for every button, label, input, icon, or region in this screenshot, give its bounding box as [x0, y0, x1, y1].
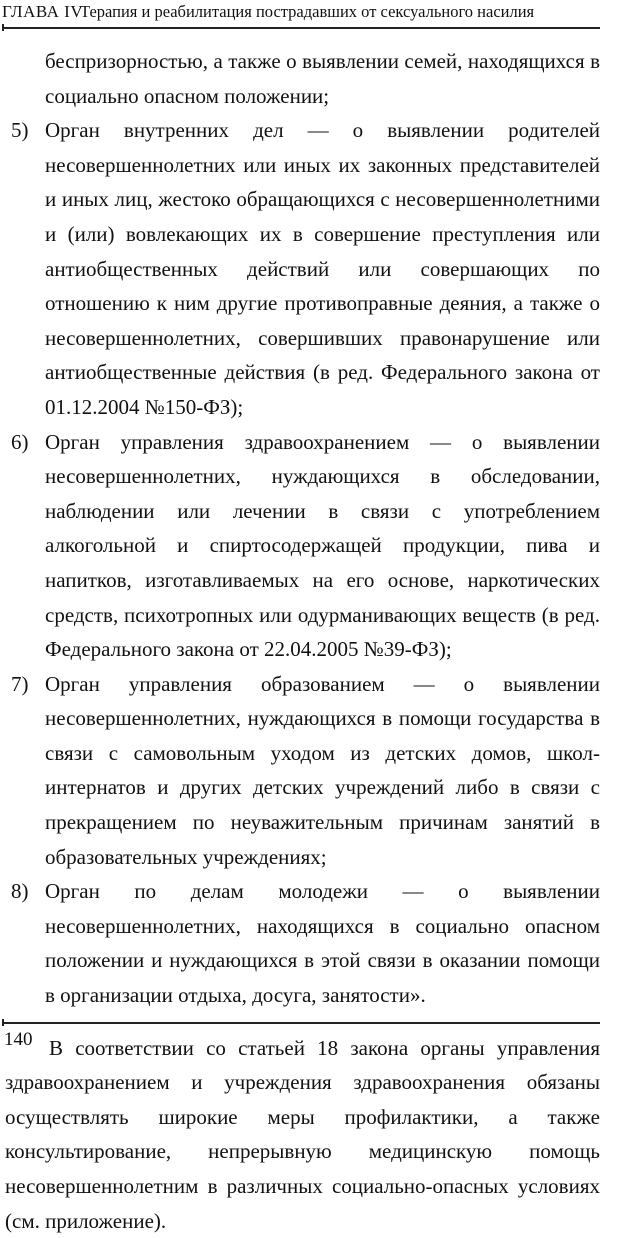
list-item — [0, 425, 620, 667]
list-item-number: 7) — [11, 671, 29, 696]
page-body — [0, 44, 620, 1238]
running-header — [2, 0, 598, 30]
chapter-label: ГЛАВА IV — [2, 2, 84, 21]
continued-text: беспризорностью, а также о выявлении семей, находящихся в социально опасном положении; — [45, 49, 600, 108]
body-paragraph: В соответствии со статьей 18 закона органы управления здравоохранением и учреждения здравоохранения обязаны осуществлять широкие меры профилактики, а также консультирование, непрерывную медицинскую помощь несовершеннолетним в различных социально-опасных условиях (см. приложение). — [5, 1035, 600, 1233]
list-item — [0, 667, 620, 875]
page-number: 140 — [4, 1029, 33, 1050]
chapter-title: Терапия и реабилитация пострадавших от сексуального насилия — [80, 2, 535, 21]
list-item-text: Орган управления образованием — о выявлении несовершеннолетних, нуждающихся в помощи государства в связи с самовольным уходом из детских домов, школ-интернатов и других детских учреждений либо в связи с прекращением по неуважительным причинам занятий в образовательных учреждениях; — [45, 671, 600, 869]
list-item-number: 6) — [11, 429, 29, 454]
list-item — [0, 113, 620, 424]
list-item-number: 5) — [11, 118, 29, 143]
list-item-text: Орган внутренних дел — о выявлении родителей несовершеннолетних или иных их законных представителей и иных лиц, жестоко обращающихся с несовершеннолетними и (или) вовлекающих их в совершение преступления или антиобщественных действий или совершающих по отношению к ним другие противоправные деяния, а также о несовершеннолетних, совершивших правонарушение или антиобщественные действия (в ред. Федерального закона от 01.12.2004 №150-ФЗ); — [45, 118, 600, 419]
list-item — [0, 874, 620, 1012]
header-rule — [2, 27, 600, 29]
footer-rule — [2, 1022, 600, 1024]
list-item-number: 8) — [11, 879, 29, 904]
list-item-text: Орган по делам молодежи — о выявлении несовершеннолетних, находящихся в социально опасном положении и нуждающихся в этой связи в оказании помощи в организации отдыха, досуга, занятости». — [45, 879, 600, 1008]
list-item-text: Орган управления здравоохранением — о выявлении несовершеннолетних, нуждающихся в обследовании, наблюдении или лечении в связи с употреблением алкогольной и спиртосодержащей продукции, пива и напитков, изготавливаемых на его основе, наркотических средств, психотропных или одурманивающих веществ (в ред. Федерального закона от 22.04.2005 №39-ФЗ); — [45, 429, 600, 662]
